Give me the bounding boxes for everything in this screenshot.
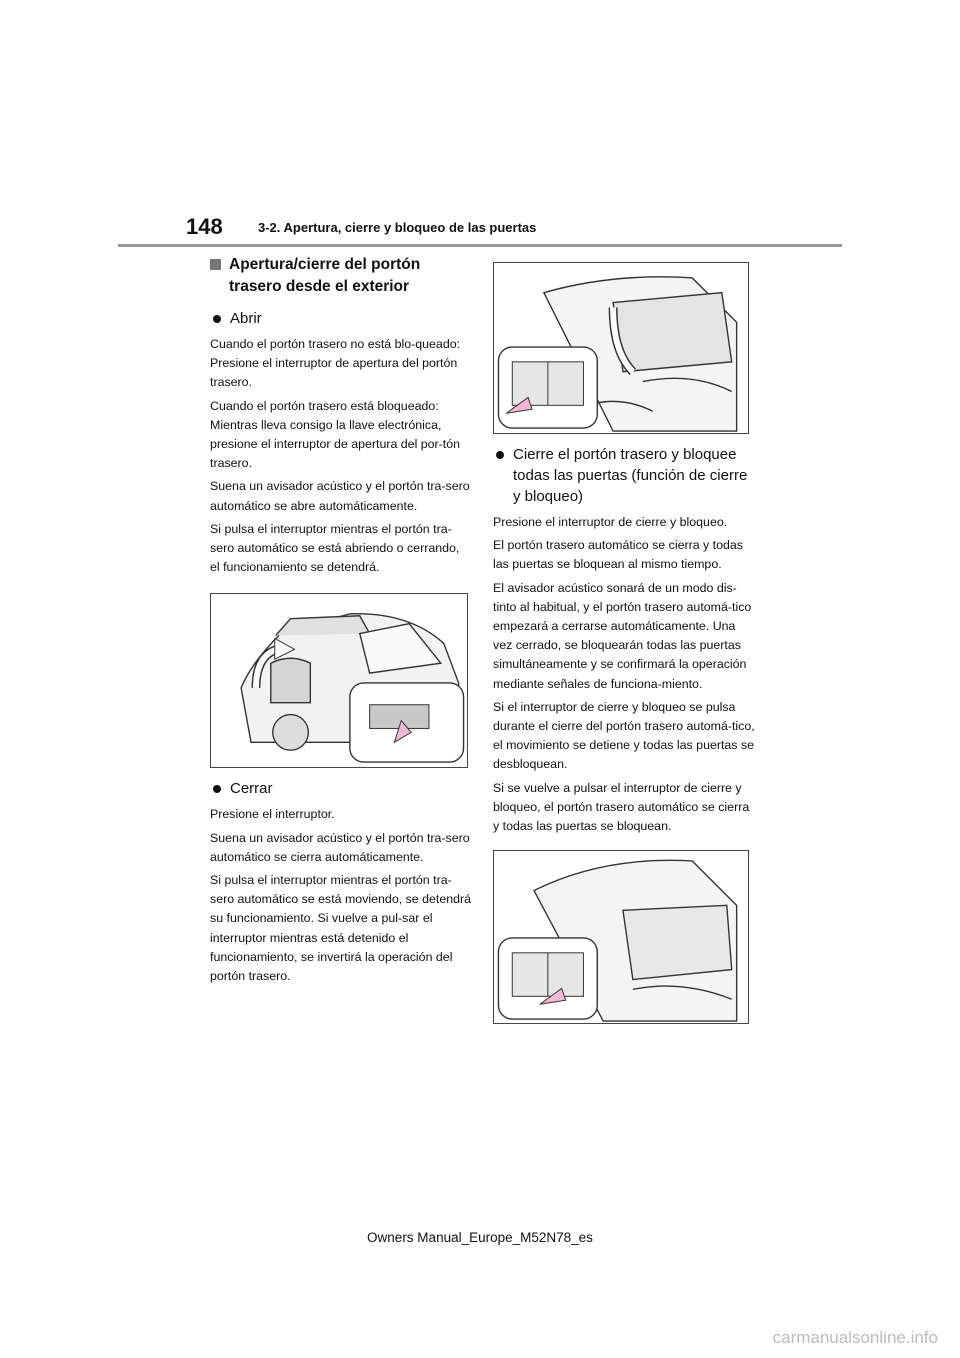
car-rear-open-illustration — [211, 594, 467, 767]
paragraph: Si el interruptor de cierre y bloqueo se pulsa durante el cierre del portón trasero automá-tico, el movimiento se detiene y todas las puertas se desbloquean. — [493, 699, 755, 772]
section-heading — [210, 254, 472, 298]
section-heading-text: Apertura/cierre del portón trasero desde el exterior — [229, 256, 421, 295]
bullet-dot-icon — [496, 451, 504, 459]
close-illustration — [493, 262, 749, 434]
bullet-dot-icon — [213, 315, 221, 323]
right-column — [493, 262, 755, 1024]
tailgate-lock-illustration — [494, 851, 748, 1023]
page-number: 148 — [186, 214, 223, 239]
bullet-dot-icon — [213, 785, 221, 793]
paragraph: Cuando el portón trasero está bloqueado: Mientras lleva consigo la llave electrónica, presione el interruptor de apertura del por-tón trasero. — [210, 398, 461, 471]
close-label: Cerrar — [230, 780, 273, 798]
lock-bullet — [493, 444, 755, 507]
paragraph: Cuando el portón trasero no está blo-queado: Presione el interruptor de apertura del portón trasero. — [210, 337, 461, 390]
paragraph: El portón trasero automático se cierra y todas las puertas se bloquean al mismo tiempo. — [493, 538, 743, 572]
paragraph: Si pulsa el interruptor mientras el portón tra-sero automático se está moviendo, se detendrá su funcionamiento. Si vuelve a pul-sar el interruptor mientras está detenido el funcionamiento, se invertirá la operación del portón trasero. — [210, 873, 472, 984]
lock-label: Cierre el portón trasero y bloquee todas las puertas (función de cierre y bloqueo) — [513, 446, 748, 505]
paragraph: Presione el interruptor. — [210, 807, 335, 822]
paragraph: Presione el interruptor de cierre y bloqueo. — [493, 515, 728, 529]
open-illustration — [210, 593, 468, 768]
footer: Owners Manual_Europe_M52N78_es — [367, 1230, 593, 1245]
open-label: Abrir — [230, 310, 262, 327]
close-bullet — [210, 778, 472, 799]
square-bullet-icon — [210, 259, 221, 270]
paragraph: Suena un avisador acústico y el portón tra-sero automático se abre automáticamente. — [210, 479, 470, 513]
paragraph: El avisador acústico sonará de un modo dis-tinto al habitual, y el portón trasero automá-tico empezará a cerrarse automáticamente. Una vez cerrado, se bloquearán todas las puertas simultáneamente y se confirmará la operación mediante señales de funciona-miento. — [493, 580, 752, 691]
section-title: 3-2. Apertura, cierre y bloqueo de las puertas — [258, 220, 537, 235]
tailgate-closing-illustration — [494, 263, 748, 433]
open-bullet — [210, 308, 472, 329]
paragraph: Si pulsa el interruptor mientras el portón tra-sero automático se está abriendo o cerrando, el funcionamiento se detendrá. — [210, 521, 460, 575]
header-rule — [118, 244, 842, 247]
paragraph: Si se vuelve a pulsar el interruptor de cierre y bloqueo, el portón trasero automático se cierra y todas las puertas se bloquean. — [493, 780, 750, 834]
paragraph: Suena un avisador acústico y el portón tra-sero automático se cierra automáticamente. — [210, 830, 470, 864]
watermark: carmanualsonline.info — [772, 1328, 938, 1347]
left-column — [210, 254, 472, 986]
lock-illustration — [493, 850, 749, 1024]
